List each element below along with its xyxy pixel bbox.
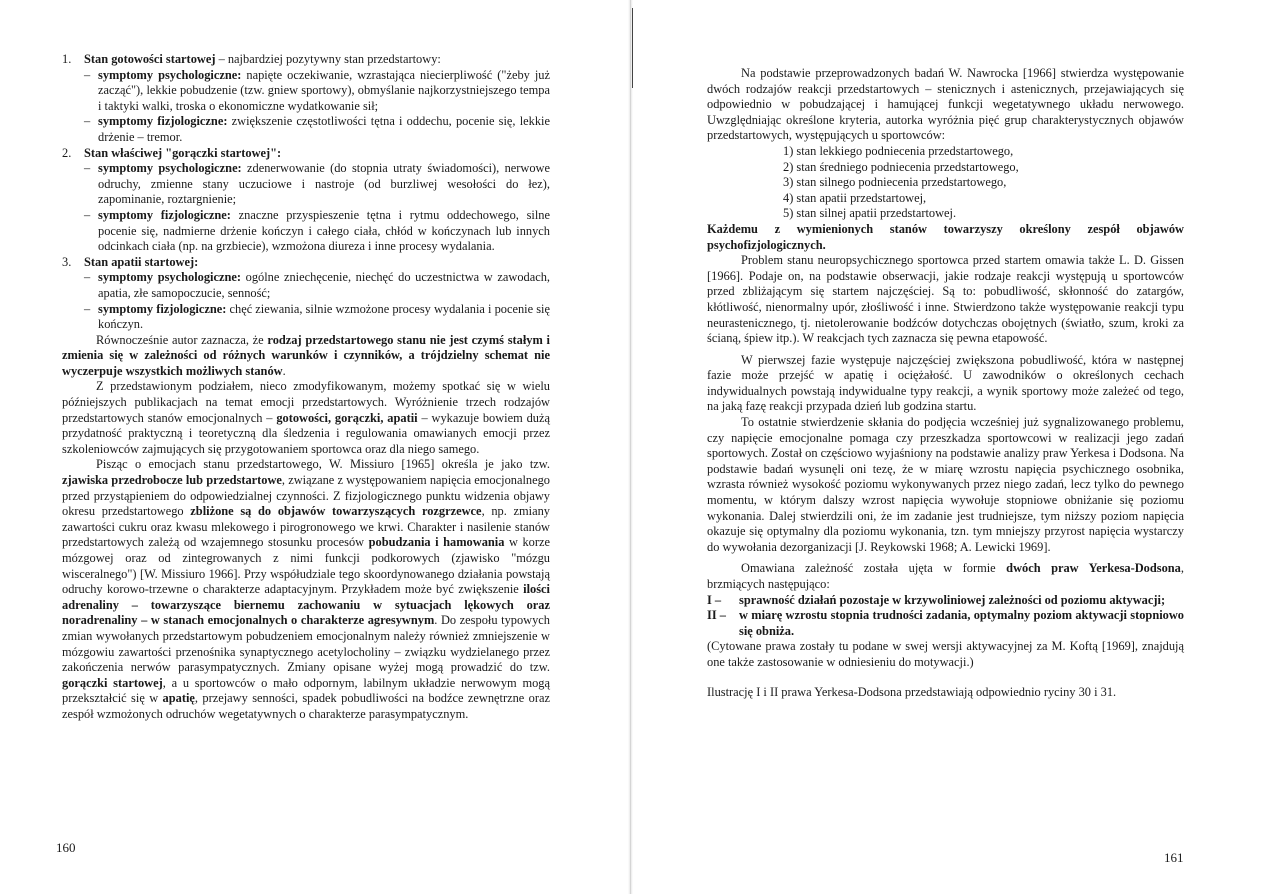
right-page-text <box>707 66 1184 700</box>
right-page <box>631 0 1262 894</box>
paragraph-yerkes-dodson: To ostatnie stwierdzenie skłania do podjęcia wcześniej już sygnalizowanego problemu, czy napięcie emocjonalne pomaga czy przeszkadza sportowcowi w realizacji jego zadań sportowych. Został on częściowo wyjaśniony na podstawie analizy praw Yerkesa i Dodsona. Na podstawie badań wysunęli oni tezę, że w miarę wzrostu napięcia psychicznego osobnika, wzrasta również wysokość poziomu wykonywanych przez niego zadań, lecz tylko do pewnego momentu, w którym dalszy wzrost napięcia wywołuje stopniowe obniżanie się poziomu wykonania. Dalej stwierdzili oni, że im zadanie jest trudniejsze, tym niższy poziom napięcia okazuje się optymalny dla poziomu wykonania, tzn. tym mniejszy przyrost napięcia wystarczy do wywołania dezorganizacji [J. Reykowski 1968; A. Lewicki 1969]. <box>707 415 1184 554</box>
paragraph-author-note: Równocześnie autor zaznacza, że rodzaj przedstartowego stanu nie jest czymś stałym i zmienia się w zależności od różnych warunków i czynników, a trójdzielny schemat nie wyczerpuje wszystkich możliwych stanów. <box>62 332 550 378</box>
paragraph-classification: Z przedstawionym podziałem, nieco zmodyfikowanym, możemy spotkać się w wielu późniejszych publikacjach na temat emocji przedstartowych. Wyróżnienie trzech rodzajów przedstartowych stanów emocjonalnych – gotowości, gorączki, apatii – wykazuje bowiem dużą przydatność praktyczną i teoretyczną dla śledzenia i regulowania omawianych emocji przez szkoleniowców zajmujących się przygotowaniem sportowca oraz dla niego samego. <box>62 379 550 456</box>
bold-statement: Każdemu z wymienionych stanów towarzyszy określony zespół objawów psychofizjologicznych. <box>707 221 1184 252</box>
page-number-left: 160 <box>56 840 76 855</box>
page-number-right: 161 <box>1164 850 1184 865</box>
stage-title: Stan właściwej "gorączki startowej": <box>84 145 282 160</box>
law-2: II – w miarę wzrostu stopnia trudności zadania, optymalny poziom aktywacji stopniowo się obniża. <box>707 608 1184 638</box>
list-item: 3) stan silnego podniecenia przedstartowego, <box>783 175 1007 190</box>
stage-title: Stan gotowości startowej <box>84 52 216 66</box>
list-item: 5) stan silnej apatii przedstartowej. <box>783 206 957 221</box>
paragraph-citation-note: (Cytowane prawa zostały tu podane w swej wersji aktywacyjnej za M. Koftą [1969], znajdują one także zastosowanie w odniesieniu do motywacji.) <box>707 639 1184 669</box>
stage-title: Stan apatii startowej: <box>84 254 199 269</box>
left-page-text <box>62 52 550 723</box>
stage-list <box>783 144 1184 222</box>
list-item: 1) stan lekkiego podniecenia przedstartowego, <box>783 143 1014 158</box>
list-item: 4) stan apatii przedstartowej, <box>783 190 927 205</box>
list-item: 2) stan średniego podniecenia przedstartowego, <box>783 159 1019 174</box>
stage-item-2: 2. Stan właściwej "gorączki startowej": – symptomy psychologiczne: zdenerwowanie (do stopnia utraty świadomości), nerwowe odruchy, zmienne stany uczuciowe i nastroje (od burzliwej wesołości do łez), zapominanie, roztargnienie; – symptomy fizjologiczne: znaczne przyspieszenie tętna i rytmu oddechowego, silne pocenie się, nadmierne drżenie kończyn i całego ciała, chłód w kończynach lub innych odcinkach ciała (np. na grzbiecie), wzmożona diureza i inne procesy wydalania. <box>62 145 550 254</box>
paragraph-phases: W pierwszej fazie występuje najczęściej zwiększona pobudliwość, która w następnej fazie może przejść w apatię i ociężałość. U zawodników o określonych cechach indywidualnych powstają indywidualne typy reakcji, a wynik sportowy może zależeć od tego, na jaką fazę reakcji przypada dzień lub godzina startu. <box>707 352 1184 414</box>
paragraph-laws-intro: Omawiana zależność została ujęta w formie dwóch praw Yerkesa-Dodsona, brzmiących następująco: <box>707 561 1184 591</box>
stage-item-3: 3. Stan apatii startowej: – symptomy psychologiczne: ogólne zniechęcenie, niechęć do uczestnictwa w zawodach, apatia, złe samopoczucie, senność; – symptomy fizjologiczne: chęć ziewania, silnie wzmożone procesy wydalania i pocenie się kończyn. <box>62 254 551 332</box>
stage-item-1: 1. Stan gotowości startowej – najbardziej pozytywny stan przedstartowy: – symptomy psychologiczne: napięte oczekiwanie, wzrastająca niecierpliwość ("żeby już zacząć"), lekkie pobudzenie (tzw. gniew sportowy), obmyślanie najkorzystniejszego tempa i taktyki walki, troska o ekonomiczne wydatkowanie sił; – symptomy fizjologiczne: zwiększenie częstotliwości tętna i oddechu, pocenie się, lekkie drżenie – tremor. <box>62 52 550 144</box>
law-1: I – sprawność działań pozostaje w krzywoliniowej zależności od poziomu aktywacji; <box>707 592 1166 607</box>
paragraph-figures-ref: Ilustrację I i II prawa Yerkesa-Dodsona przedstawiają odpowiednio ryciny 30 i 31. <box>707 684 1117 699</box>
paragraph-nawrocka: Na podstawie przeprowadzonych badań W. Nawrocka [1966] stwierdza występowanie dwóch rodzajów reakcji przedstartowych – stenicznych i astenicznych, przejawiających się odpowiednio w pobudzającej i hamującej funkcji wegetatywnego układu nerwowego. Uwzględniając określone kryteria, autorka wyróżnia pięć grup charakterystycznych objawów przedstartowych, występujących u sportowców: <box>707 66 1184 143</box>
paragraph-missiuro: Pisząc o emocjach stanu przedstartowego, W. Missiuro [1965] określa je jako tzw. zjawiska przedrobocze lub przedstartowe, związane z występowaniem napięcia emocjonalnego przed przystąpieniem do odpowiedzialnej czynności. Z fizjologicznego punktu widzenia objawy okresu przedstartowego zbliżone są do objawów towarzyszących rozgrzewce, np. zmiany zawartości cukru oraz kwasu mlekowego i pirogronowego we krwi. Charakter i nasilenie stanów przedstartowych zależą od wzajemnego stosunku procesów pobudzania i hamowania w korze mózgowej oraz od zintegrowanych z nimi funkcji podkorowych (zjawisko "mózgu wisceralnego") [W. Missiuro 1966]. Przy współudziale tego skoordynowanego działania powstają odruchy korowo-trzewne o charakterze adaptacyjnym. Przykładem może być zwiększenie ilości adrenaliny – towarzyszące biernemu zachowaniu w sytuacjach lękowych oraz noradrenaliny – w stanach emocjonalnych o charakterze agresywnym. Do zespołu typowych zmian wywołanych przedstartowym pobudzeniem emocjonalnym należy również zmniejszenie w mózgowiu zawartości przenośnika synaptycznego acetylocholiny – związku wydzielanego przez zakończenia nerwów parasympatycznych. Zmiany opisane wyżej mogą prowadzić do tzw. gorączki startowej, a u sportowców o mało odpornym, labilnym układzie nerwowym mogą przekształcić się w apatię, przejawy senności, spadek pobudliwości na bodźce zewnętrzne oraz zespół wzmożonych odruchów wegetatywnych o charakterze parasympatycznym. <box>62 457 550 721</box>
paragraph-gissen: Problem stanu neuropsychicznego sportowca przed startem omawia także L. D. Gissen [1966]. Podaje on, na podstawie obserwacji, jakie rodzaje reakcji występują u sportowców przed zbliżającym się startem najczęściej. Są to: pobudliwość, skłonność do zatargów, kłótliwość, nienormalny upór, złośliwość i inne. Stwierdzono także występowanie reakcji typu neurastenicznego, tj. nietolerowanie bodźców dotychczas obojętnych (światło, szum, kroki za ścianą, śpiew itp.). W reakcjach tych zaznacza się pewna etapowość. <box>707 253 1184 346</box>
